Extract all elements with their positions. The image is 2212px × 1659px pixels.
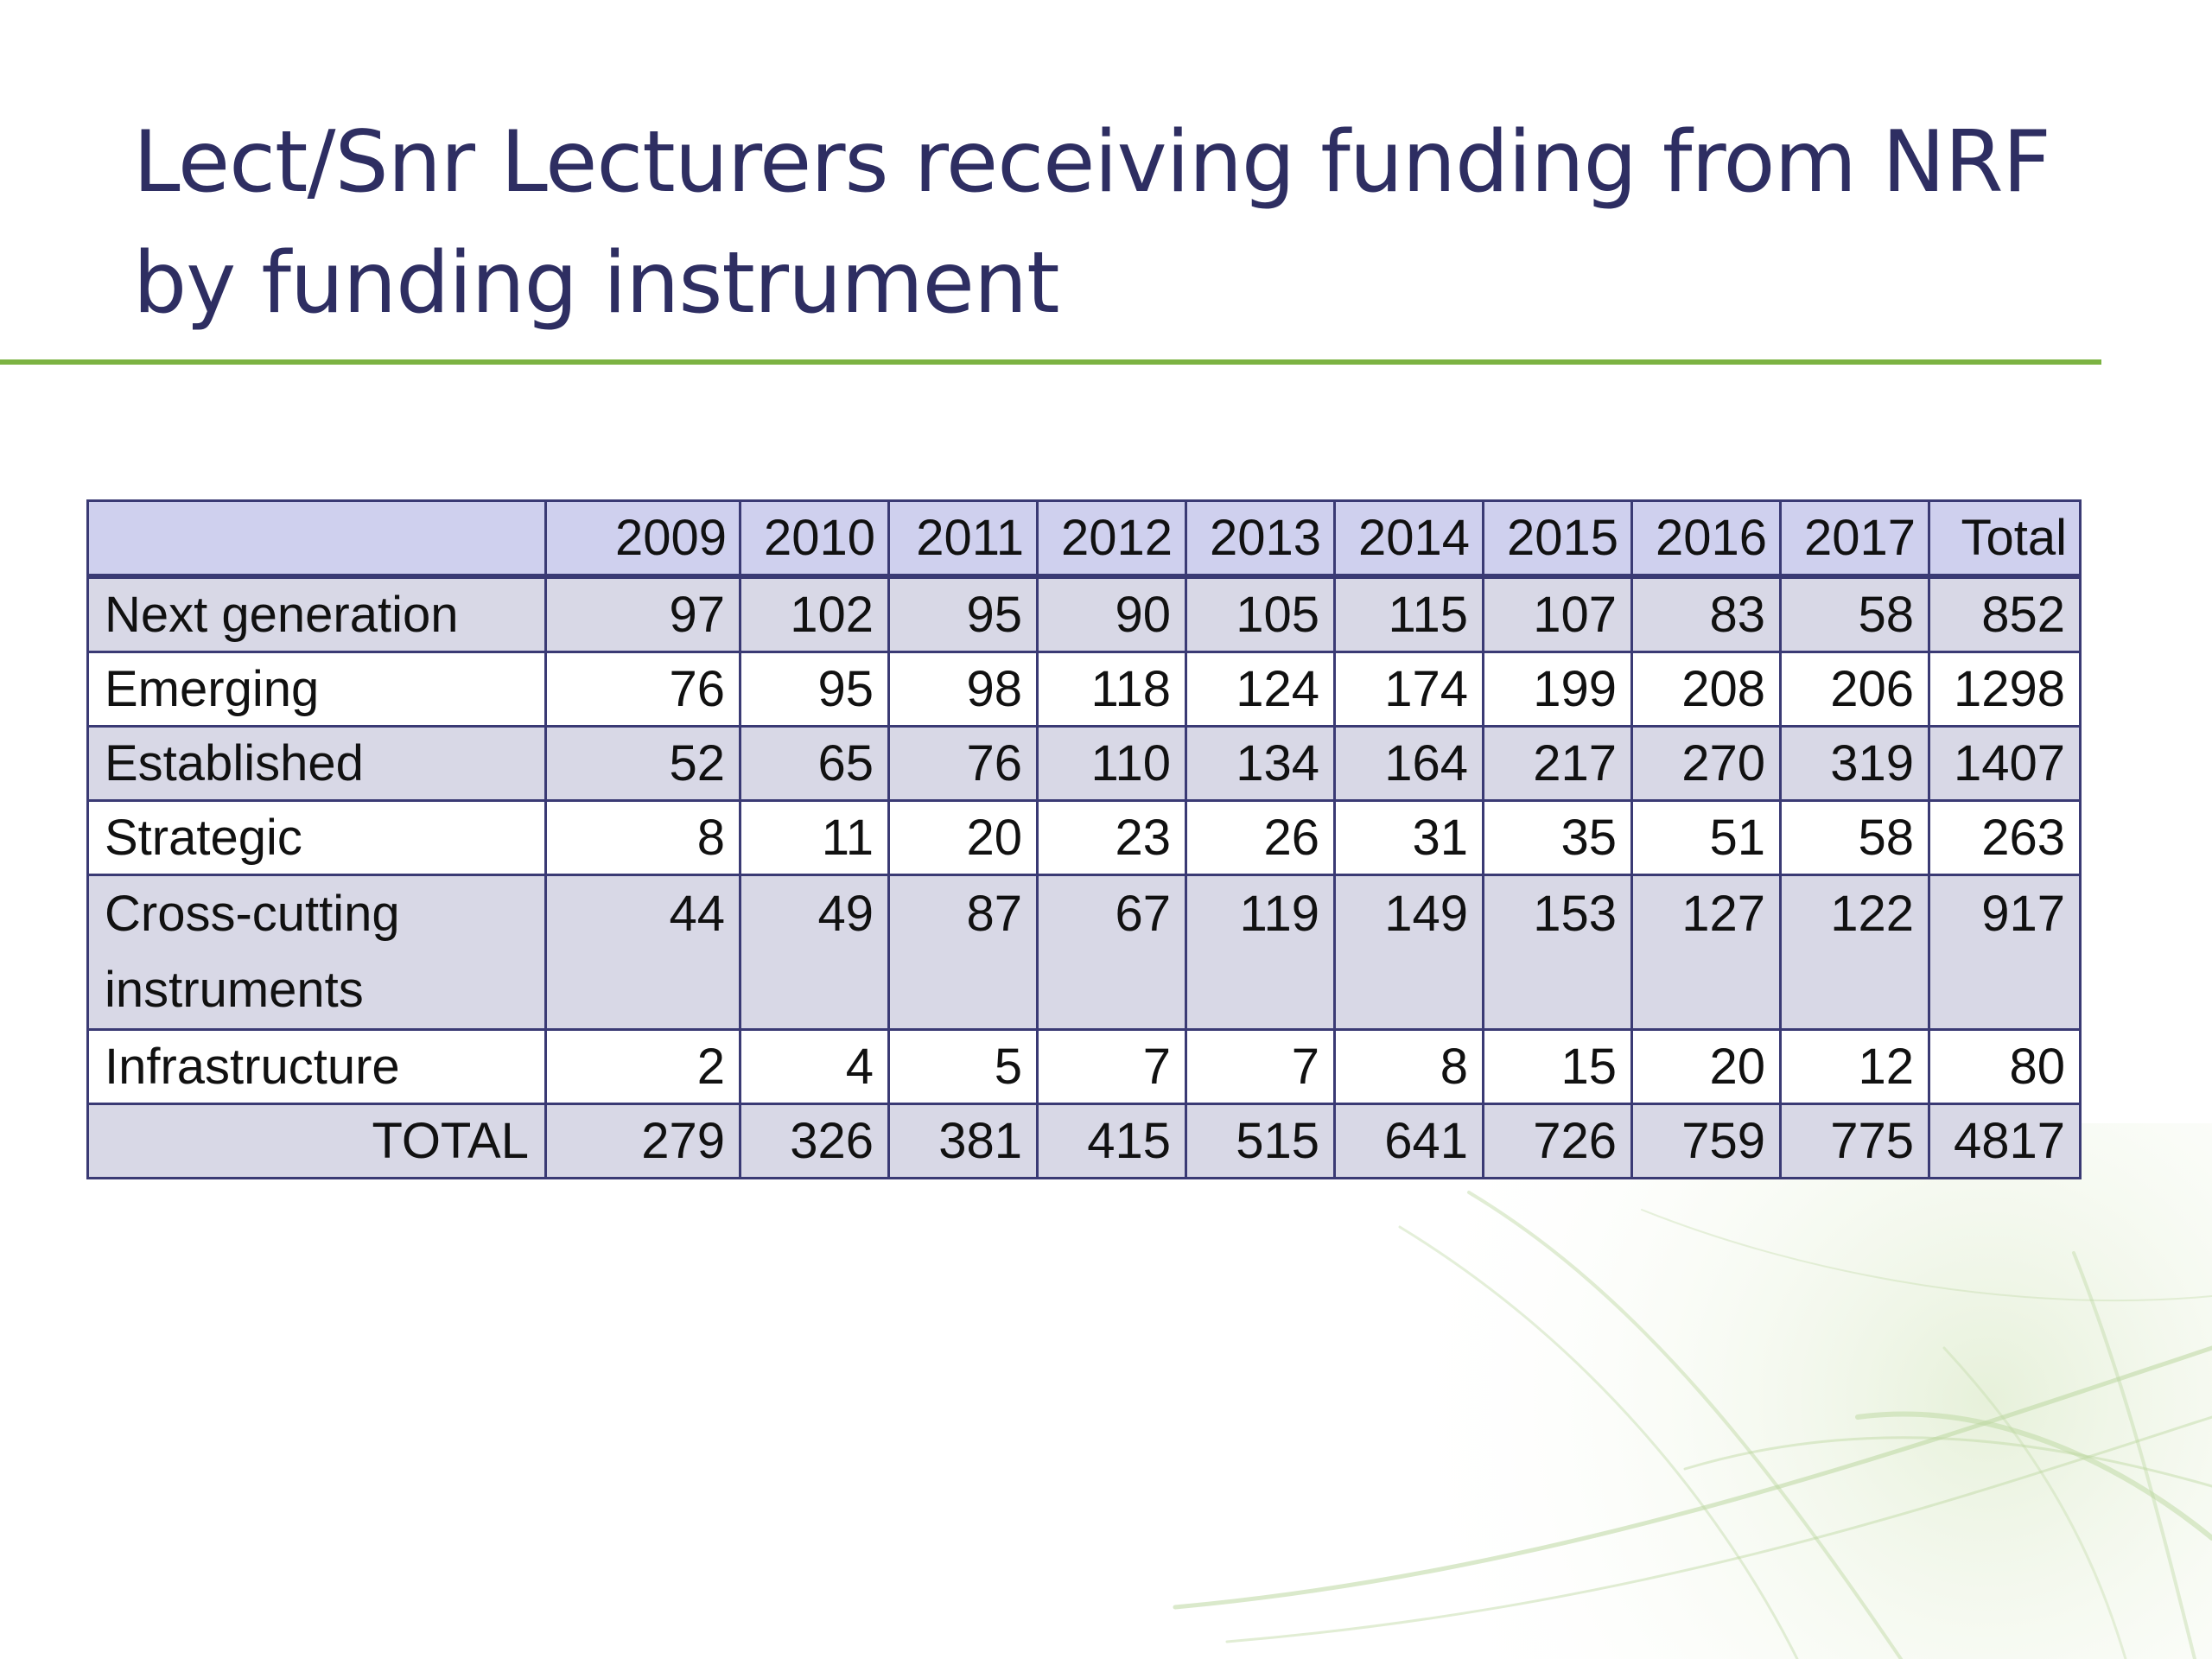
table-cell: 49	[741, 875, 889, 1030]
table-row	[88, 1030, 2081, 1104]
table-cell: 164	[1335, 727, 1484, 801]
table-cell: 726	[1484, 1104, 1632, 1179]
table-row	[88, 576, 2081, 652]
table-cell: 1407	[1929, 727, 2081, 801]
table-cell: 58	[1781, 801, 1929, 875]
table-cell: 76	[546, 652, 741, 727]
table-cell: 107	[1484, 576, 1632, 652]
table-cell: 415	[1038, 1104, 1186, 1179]
table-header-cell: 2015	[1484, 501, 1632, 577]
row-label: Cross-cutting instruments	[88, 875, 546, 1030]
table-header-cell: 2011	[889, 501, 1038, 577]
title-divider	[0, 359, 2101, 365]
table-cell: 95	[741, 652, 889, 727]
table-cell: 102	[741, 576, 889, 652]
table-cell: 5	[889, 1030, 1038, 1104]
table-cell: 118	[1038, 652, 1186, 727]
total-label: TOTAL	[88, 1104, 546, 1179]
table-cell: 90	[1038, 576, 1186, 652]
table-cell: 97	[546, 576, 741, 652]
table-cell: 31	[1335, 801, 1484, 875]
table-header-cell: 2014	[1335, 501, 1484, 577]
table-cell: 52	[546, 727, 741, 801]
table-cell: 208	[1632, 652, 1781, 727]
table-cell: 110	[1038, 727, 1186, 801]
table-header-cell: 2012	[1038, 501, 1186, 577]
table-cell: 80	[1929, 1030, 2081, 1104]
table-cell: 759	[1632, 1104, 1781, 1179]
table-cell: 98	[889, 652, 1038, 727]
table-total-row	[88, 1104, 2081, 1179]
row-label: Strategic	[88, 801, 546, 875]
table-row	[88, 727, 2081, 801]
table-cell: 206	[1781, 652, 1929, 727]
table-header-cell: 2013	[1186, 501, 1335, 577]
slide-title-line-2: by funding instrument	[133, 234, 1059, 333]
table-cell: 174	[1335, 652, 1484, 727]
table-cell: 641	[1335, 1104, 1484, 1179]
table-cell: 127	[1632, 875, 1781, 1030]
table-cell: 87	[889, 875, 1038, 1030]
table-cell: 7	[1038, 1030, 1186, 1104]
table-cell: 8	[1335, 1030, 1484, 1104]
slide-title-line-1: Lect/Snr Lecturers receiving funding from NRF	[133, 113, 2050, 212]
table-cell: 153	[1484, 875, 1632, 1030]
table-cell: 11	[741, 801, 889, 875]
table-cell: 134	[1186, 727, 1335, 801]
table-cell: 515	[1186, 1104, 1335, 1179]
table-cell: 852	[1929, 576, 2081, 652]
table-cell: 263	[1929, 801, 2081, 875]
row-label: Established	[88, 727, 546, 801]
table-cell: 4817	[1929, 1104, 2081, 1179]
table-cell: 8	[546, 801, 741, 875]
table-cell: 775	[1781, 1104, 1929, 1179]
table-row	[88, 801, 2081, 875]
table-header-cell: Total	[1929, 501, 2081, 577]
table-cell: 917	[1929, 875, 2081, 1030]
table-cell: 381	[889, 1104, 1038, 1179]
table-header-row	[88, 501, 2081, 577]
table-cell: 23	[1038, 801, 1186, 875]
table-cell: 44	[546, 875, 741, 1030]
table-cell: 124	[1186, 652, 1335, 727]
table-row	[88, 875, 2081, 1030]
table-header-cell: 2009	[546, 501, 741, 577]
table-cell: 51	[1632, 801, 1781, 875]
table-cell: 199	[1484, 652, 1632, 727]
table-header-cell	[88, 501, 546, 577]
table-cell: 20	[1632, 1030, 1781, 1104]
table-cell: 65	[741, 727, 889, 801]
table-cell: 26	[1186, 801, 1335, 875]
table-cell: 76	[889, 727, 1038, 801]
table-cell: 7	[1186, 1030, 1335, 1104]
table-cell: 4	[741, 1030, 889, 1104]
table-cell: 67	[1038, 875, 1186, 1030]
table-cell: 149	[1335, 875, 1484, 1030]
table-header-cell: 2016	[1632, 501, 1781, 577]
table-cell: 12	[1781, 1030, 1929, 1104]
table-cell: 35	[1484, 801, 1632, 875]
table-row	[88, 652, 2081, 727]
table-cell: 105	[1186, 576, 1335, 652]
table-cell: 1298	[1929, 652, 2081, 727]
table-cell: 119	[1186, 875, 1335, 1030]
funding-table	[86, 499, 2082, 1179]
table-cell: 217	[1484, 727, 1632, 801]
table-cell: 326	[741, 1104, 889, 1179]
row-label: Emerging	[88, 652, 546, 727]
table-header-cell: 2010	[741, 501, 889, 577]
table-cell: 115	[1335, 576, 1484, 652]
table-cell: 319	[1781, 727, 1929, 801]
table-cell: 95	[889, 576, 1038, 652]
row-label: Infrastructure	[88, 1030, 546, 1104]
table-cell: 122	[1781, 875, 1929, 1030]
table-cell: 2	[546, 1030, 741, 1104]
table-cell: 58	[1781, 576, 1929, 652]
table-cell: 15	[1484, 1030, 1632, 1104]
table-header-cell: 2017	[1781, 501, 1929, 577]
slide-title	[133, 102, 2120, 344]
table-cell: 83	[1632, 576, 1781, 652]
row-label: Next generation	[88, 576, 546, 652]
table-cell: 20	[889, 801, 1038, 875]
table-cell: 279	[546, 1104, 741, 1179]
table-cell: 270	[1632, 727, 1781, 801]
